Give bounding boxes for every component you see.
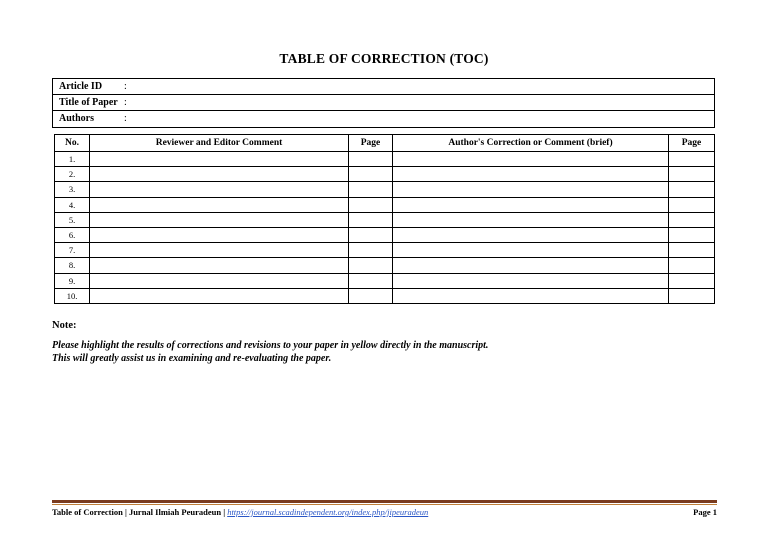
- title-of-paper-row: [53, 95, 714, 111]
- table-row: [55, 243, 715, 258]
- author-correction-cell[interactable]: [393, 243, 669, 258]
- page-cell[interactable]: [349, 243, 393, 258]
- table-row: [55, 167, 715, 182]
- page-cell[interactable]: [349, 258, 393, 273]
- header-page-2: Page: [669, 135, 715, 152]
- note-line-1: Please highlight the results of corrections and revisions to your paper in yellow directly in the manuscript.: [52, 340, 489, 351]
- article-id-label: Article ID: [59, 81, 103, 92]
- footer-separator: |: [124, 507, 127, 517]
- page-cell[interactable]: [349, 273, 393, 288]
- footer-journal-name: Jurnal Ilmiah Peuradeun: [128, 507, 222, 517]
- footer-journal-link[interactable]: https://journal.scadindependent.org/index.php/jipeuradeun: [227, 507, 429, 517]
- row-number: 10.: [55, 288, 90, 303]
- header-author-correction: Author's Correction or Comment (brief): [393, 135, 669, 152]
- row-number: 2.: [55, 167, 90, 182]
- author-correction-cell[interactable]: [393, 227, 669, 242]
- row-number: 6.: [55, 227, 90, 242]
- reviewer-comment-cell[interactable]: [90, 152, 349, 167]
- author-correction-cell[interactable]: [393, 152, 669, 167]
- row-number: 9.: [55, 273, 90, 288]
- table-row: [55, 197, 715, 212]
- row-number: 4.: [55, 197, 90, 212]
- footer-rule-thin: [52, 504, 717, 505]
- reviewer-comment-cell[interactable]: [90, 212, 349, 227]
- table-row: [55, 273, 715, 288]
- author-correction-cell[interactable]: [393, 197, 669, 212]
- footer-separator-2: |: [223, 507, 226, 517]
- page-cell-2[interactable]: [669, 227, 715, 242]
- page-cell-2[interactable]: [669, 258, 715, 273]
- note-heading: Note:: [52, 320, 77, 331]
- page-cell[interactable]: [349, 288, 393, 303]
- footer-rule: [52, 500, 717, 503]
- table-row: [55, 152, 715, 167]
- row-number: 7.: [55, 243, 90, 258]
- author-correction-cell[interactable]: [393, 212, 669, 227]
- row-number: 1.: [55, 152, 90, 167]
- table-row: [55, 212, 715, 227]
- reviewer-comment-cell[interactable]: [90, 227, 349, 242]
- reviewer-comment-cell[interactable]: [90, 167, 349, 182]
- page-cell-2[interactable]: [669, 273, 715, 288]
- article-id-colon: :: [124, 81, 127, 92]
- reviewer-comment-cell[interactable]: [90, 182, 349, 197]
- article-info-box: [52, 78, 715, 128]
- page-cell[interactable]: [349, 152, 393, 167]
- table-row: [55, 182, 715, 197]
- authors-label: Authors: [59, 113, 95, 124]
- page-cell[interactable]: [349, 227, 393, 242]
- row-number: 5.: [55, 212, 90, 227]
- page-cell-2[interactable]: [669, 197, 715, 212]
- page-title: TABLE OF CORRECTION (TOC): [279, 51, 489, 66]
- title-of-paper-colon: :: [124, 97, 127, 108]
- footer-doc-title: Table of Correction: [52, 507, 123, 517]
- page-cell-2[interactable]: [669, 182, 715, 197]
- table-row: [55, 288, 715, 303]
- header-no: No.: [55, 135, 90, 152]
- table-row: [55, 227, 715, 242]
- reviewer-comment-cell[interactable]: [90, 197, 349, 212]
- reviewer-comment-cell[interactable]: [90, 243, 349, 258]
- page-cell[interactable]: [349, 197, 393, 212]
- reviewer-comment-cell[interactable]: [90, 258, 349, 273]
- author-correction-cell[interactable]: [393, 288, 669, 303]
- author-correction-cell[interactable]: [393, 273, 669, 288]
- page-cell-2[interactable]: [669, 212, 715, 227]
- author-correction-cell[interactable]: [393, 167, 669, 182]
- author-correction-cell[interactable]: [393, 182, 669, 197]
- page-cell[interactable]: [349, 212, 393, 227]
- reviewer-comment-cell[interactable]: [90, 273, 349, 288]
- page-cell[interactable]: [349, 182, 393, 197]
- note-line-2: This will greatly assist us in examining and re-evaluating the paper.: [52, 353, 332, 364]
- page-cell-2[interactable]: [669, 288, 715, 303]
- page-cell-2[interactable]: [669, 243, 715, 258]
- table-row: [55, 258, 715, 273]
- author-correction-cell[interactable]: [393, 258, 669, 273]
- page-number: Page 1: [693, 507, 717, 517]
- row-number: 3.: [55, 182, 90, 197]
- correction-table: [54, 134, 715, 304]
- authors-row: [53, 111, 714, 127]
- reviewer-comment-cell[interactable]: [90, 288, 349, 303]
- header-page: Page: [349, 135, 393, 152]
- table-body: [55, 152, 715, 304]
- title-of-paper-label: Title of Paper: [59, 97, 118, 108]
- footer: [52, 507, 717, 517]
- page-cell-2[interactable]: [669, 167, 715, 182]
- authors-colon: :: [124, 113, 127, 124]
- row-number: 8.: [55, 258, 90, 273]
- header-reviewer-comment: Reviewer and Editor Comment: [90, 135, 349, 152]
- table-header-row: [55, 135, 715, 152]
- page-cell[interactable]: [349, 167, 393, 182]
- page-cell-2[interactable]: [669, 152, 715, 167]
- article-id-row: [53, 79, 714, 95]
